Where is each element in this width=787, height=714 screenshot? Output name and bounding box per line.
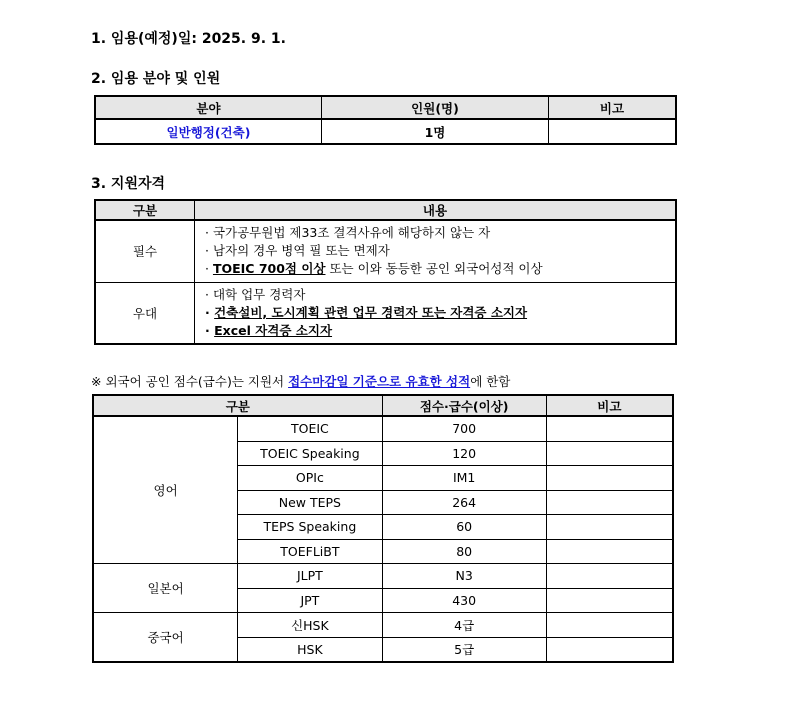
test-score: 4급	[382, 613, 546, 638]
table-row	[93, 416, 673, 441]
test-score: IM1	[382, 466, 546, 491]
appointment-table	[94, 95, 677, 145]
test-score: N3	[382, 564, 546, 589]
test-name: TOEFLiBT	[238, 539, 382, 564]
count-cell: 1명	[322, 119, 549, 144]
language-english: 영어	[93, 416, 238, 564]
table-row	[93, 564, 673, 589]
test-name: TOEIC Speaking	[238, 441, 382, 466]
test-note	[546, 564, 673, 589]
test-note	[546, 416, 673, 441]
test-note	[546, 441, 673, 466]
test-name: OPIc	[238, 466, 382, 491]
table-row	[93, 613, 673, 638]
test-note	[546, 539, 673, 564]
header-note: 비고	[546, 395, 673, 416]
section-3-title: 3. 지원자격	[91, 176, 166, 192]
header-category: 구분	[93, 395, 382, 416]
header-field: 분야	[95, 96, 322, 119]
preferred-line-1: 대학 업무 경력자	[212, 286, 306, 302]
header-count: 인원(명)	[322, 96, 549, 119]
test-name: TEPS Speaking	[238, 515, 382, 540]
section-1-title: 1. 임용(예정)일: 2025. 9. 1.	[91, 31, 286, 47]
test-score: 264	[382, 490, 546, 515]
header-note: 비고	[549, 96, 677, 119]
test-name: 신HSK	[238, 613, 382, 638]
header-category: 구분	[95, 200, 195, 220]
note-highlight: 접수마감일 기준으로 유효한 성적	[288, 374, 471, 389]
test-name: JPT	[238, 588, 382, 613]
test-note	[546, 466, 673, 491]
required-toeic: TOEIC 700점 이상	[212, 261, 326, 277]
test-note	[546, 515, 673, 540]
note-cell	[549, 119, 677, 144]
note-prefix: ※ 외국어 공인 점수(급수)는 지원서	[91, 374, 289, 389]
required-line-1: 국가공무원법 제33조 결격사유에 해당하지 않는 자	[212, 225, 491, 241]
required-label: 필수	[95, 220, 195, 282]
preferred-line-3: Excel 자격증 소지자	[214, 322, 333, 338]
test-score: 5급	[382, 637, 546, 662]
header-content: 내용	[195, 200, 677, 220]
required-toeic-rest: 또는 이와 동등한 공인 외국어성적 이상	[325, 261, 543, 277]
test-note	[546, 588, 673, 613]
test-name: JLPT	[238, 564, 382, 589]
required-content: · 국가공무원법 제33조 결격사유에 해당하지 않는 자 · 남자의 경우 병역 필 또는 면제자 · TOEIC 700점 이상 또는 이와 동등한 공인 외국어성적 이상	[195, 220, 677, 282]
test-score: 80	[382, 539, 546, 564]
note-suffix: 에 한함	[470, 374, 511, 389]
test-score: 430	[382, 588, 546, 613]
preferred-content: · 대학 업무 경력자 · 건축설비, 도시계획 관련 업무 경력자 또는 자격증 소지자 · Excel 자격증 소지자	[195, 282, 677, 344]
test-name: HSK	[238, 637, 382, 662]
required-line-2: 남자의 경우 병역 필 또는 면제자	[212, 243, 390, 259]
header-score: 점수·급수(이상)	[382, 395, 546, 416]
qualification-table	[94, 199, 677, 345]
language-japanese: 일본어	[93, 564, 238, 613]
section-2-title: 2. 임용 분야 및 인원	[91, 71, 221, 87]
preferred-label: 우대	[95, 282, 195, 344]
test-name: TOEIC	[238, 416, 382, 441]
language-chinese: 중국어	[93, 613, 238, 663]
field-cell: 일반행정(건축)	[95, 119, 322, 144]
test-note	[546, 490, 673, 515]
preferred-line-2: 건축설비, 도시계획 관련 업무 경력자 또는 자격증 소지자	[214, 304, 528, 320]
test-score: 120	[382, 441, 546, 466]
test-score: 700	[382, 416, 546, 441]
test-name: New TEPS	[238, 490, 382, 515]
language-score-note	[91, 372, 510, 390]
test-note	[546, 613, 673, 638]
test-note	[546, 637, 673, 662]
test-score: 60	[382, 515, 546, 540]
language-score-table	[92, 394, 674, 663]
